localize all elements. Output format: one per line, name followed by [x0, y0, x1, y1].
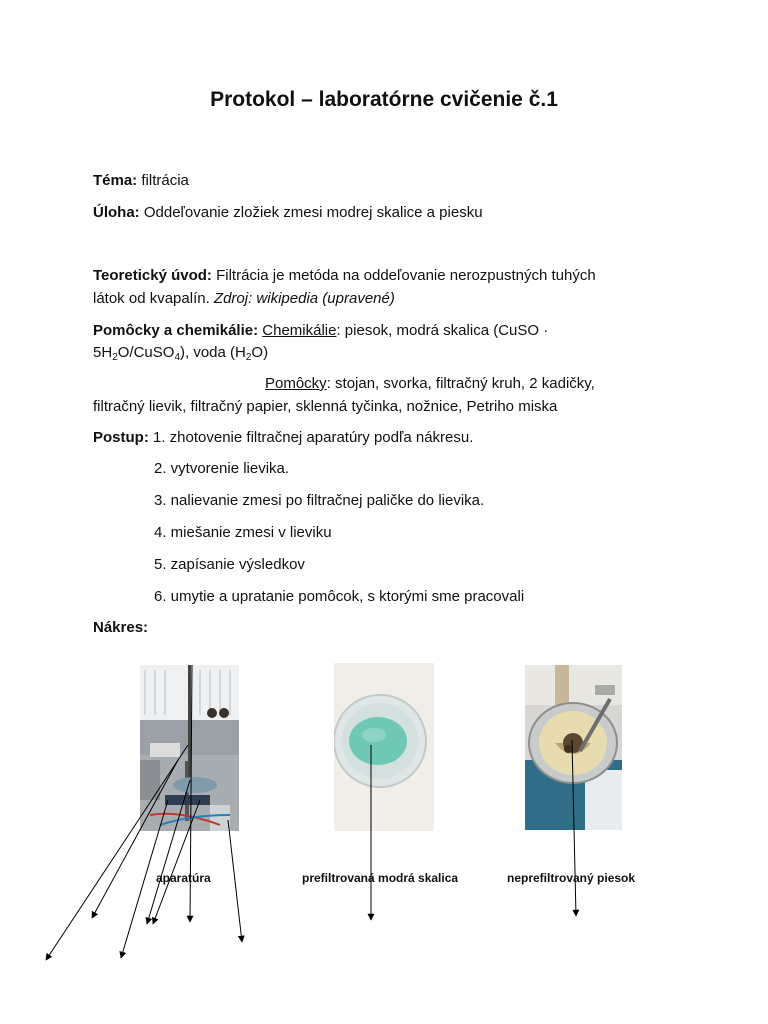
tema-value: filtrácia	[137, 172, 189, 189]
residue-photo	[525, 665, 622, 830]
postup-step-1: 1. zhotovenie filtračnej aparatúry podľa nákresu.	[153, 429, 474, 446]
pomocky-tools-label: Pomôcky	[265, 375, 327, 392]
tema-line	[93, 172, 189, 189]
uloha-line	[93, 204, 483, 221]
residue-photo-graphic	[525, 665, 622, 830]
tema-label: Téma:	[93, 172, 138, 189]
filtrate-photo-graphic	[334, 663, 434, 831]
postup-step-3: 3. nalievanie zmesi po filtračnej paličke do lievika.	[154, 492, 485, 509]
formula-part: O/CuSO	[117, 344, 175, 361]
nakres-label: Nákres:	[93, 619, 149, 636]
formula-subscript: 2	[245, 352, 252, 363]
pomocky-line-2	[93, 344, 268, 361]
pomocky-tools-line-1	[265, 375, 595, 392]
postup-label: Postup:	[93, 429, 149, 446]
caption-apparatus: aparatúra	[156, 871, 211, 885]
filtrate-photo	[334, 663, 434, 831]
formula-part: 5H	[93, 344, 113, 361]
pomocky-line-1	[93, 322, 548, 339]
pomocky-label: Pomôcky a chemikálie:	[93, 322, 259, 339]
pomocky-tools-text-1: : stojan, svorka, filtračný kruh, 2 kadičky,	[326, 375, 595, 392]
uvod-text-2: látok od kvapalín.	[93, 290, 214, 307]
postup-step-4: 4. miešanie zmesi v lieviku	[154, 524, 332, 541]
arrow-line	[228, 820, 242, 942]
uvod-line-2	[93, 290, 395, 307]
apparatus-photo	[140, 665, 239, 831]
uvod-label: Teoretický úvod:	[93, 267, 212, 284]
postup-line	[93, 429, 473, 446]
pomocky-tools-text-2: filtračný lievik, filtračný papier, sklenná tyčinka, nožnice, Petriho miska	[93, 398, 558, 415]
caption-residue: neprefiltrovaný piesok	[507, 871, 636, 885]
uvod-line-1	[93, 267, 596, 284]
formula-subscript: 4	[174, 352, 180, 363]
postup-step-5: 5. zapísanie výsledkov	[154, 556, 305, 573]
uloha-label: Úloha:	[93, 204, 140, 221]
page-title: Protokol – laboratórne cvičenie č.1	[210, 88, 558, 111]
formula-part: O)	[251, 344, 269, 361]
formula-part: ), voda (H	[180, 344, 246, 361]
chemikalie-text-1: : piesok, modrá skalica (CuSO ·	[336, 322, 549, 339]
postup-step-6: 6. umytie a upratanie pomôcok, s ktorými sme pracovali	[154, 588, 525, 605]
nakres-line	[93, 619, 148, 636]
formula-subscript: 2	[112, 352, 118, 363]
uloha-value: Oddeľovanie zložiek zmesi modrej skalice a piesku	[139, 204, 483, 221]
postup-step-2: 2. vytvorenie lievika.	[154, 460, 290, 477]
chemikalie-label: Chemikálie	[262, 322, 337, 339]
uvod-text-1: Filtrácia je metóda na oddeľovanie nerozpustných tuhých	[211, 267, 596, 284]
pomocky-tools-line-2	[93, 398, 557, 415]
apparatus-photo-graphic	[140, 665, 239, 831]
caption-filtrate: prefiltrovaná modrá skalica	[302, 871, 459, 885]
uvod-source: Zdroj: wikipedia (upravené)	[213, 290, 395, 307]
